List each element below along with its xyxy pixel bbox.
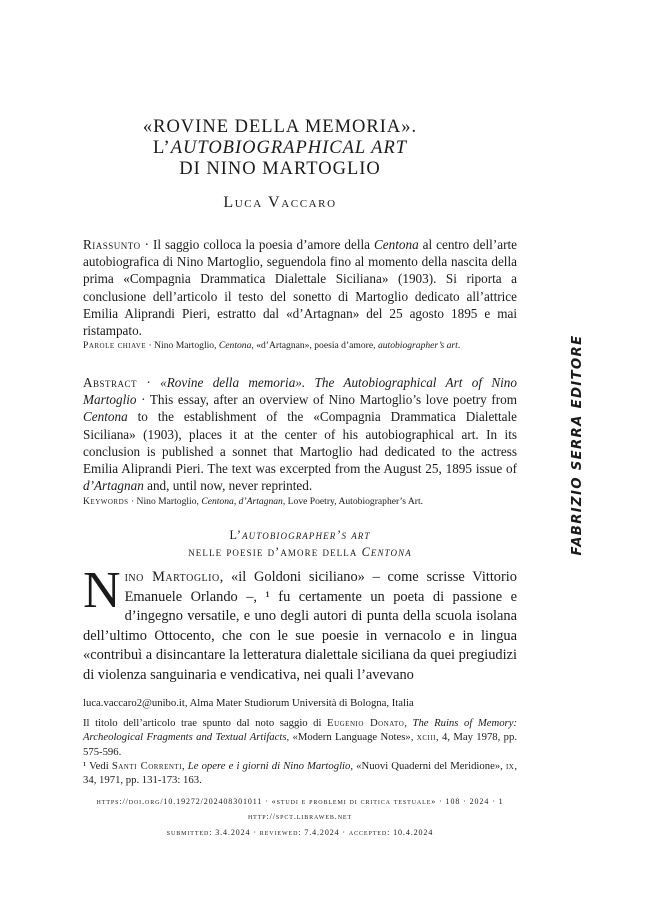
parole-chiave-label: Parole chiave: [83, 340, 147, 351]
author-name: Luca Vaccaro: [223, 194, 337, 211]
keywords-label: Keywords: [83, 496, 129, 507]
footer-url: http://spct.libraweb.net: [247, 812, 353, 821]
title-line-3: DI NINO MARTOGLIO: [179, 159, 381, 179]
riassunto-label: Riassunto: [83, 237, 141, 252]
drop-cap: N: [83, 562, 121, 619]
footnote-1: ¹ Vedi Santi Correnti, Le opere e i giorni di Nino Martoglio, «Nuovi Quaderni del Meridione», ix, 34, 1971, pp. 131-173: 163.: [83, 760, 517, 787]
footer-dates: submitted: 3.4.2024 · reviewed: 7.4.2024 · accepted: 10.4.2024: [166, 828, 434, 837]
footer-doi: https://doi.org/10.19272/202408301011 · «studi e problemi di critica testuale» · 108 · 2024 · 1: [96, 797, 504, 806]
title-footnote: Il titolo dell’articolo trae spunto dal noto saggio di Eugenio Donato, The Ruins of Memory: Archeological Fragments and Textual Artifacts, «Modern Language Notes», xciii, 4, May 1978, pp. 575-596.: [83, 717, 518, 758]
section-heading-line-2: nelle poesie d’amore della Centona: [188, 545, 412, 559]
title-line-2: L’AUTOBIOGRAPHICAL ART: [152, 138, 408, 158]
section-heading-line-1: L’autobiographer’s art: [229, 528, 371, 542]
title-line-1: «ROVINE DELLA MEMORIA».: [142, 117, 418, 137]
abstract-label: Abstract: [83, 375, 138, 390]
parole-chiave: Parole chiave · Nino Martoglio, Centona, «d’Artagnan», poesia d’amore, autobiographer’s art.: [83, 340, 461, 351]
article-title: [0, 117, 560, 180]
abstract-paragraph: Abstract · «Rovine della memoria». The Autobiographical Art of Nino Martoglio · This essay, after an overview of Nino Martoglio’s love poetry from Centona to the establishment of the «Compagnia Drammatica Dialettale Siciliana» (1903), places it at the center of his autobiographical art. In its conclusion is published a sonnet that Martoglio had dedicated to the actress Emilia Aliprandi Pieri. The text was excerpted from the August 25, 1895 issue of d’Artagnan and, until now, never reprinted.: [83, 375, 517, 494]
keywords: Keywords · Nino Martoglio, Centona, d’Artagnan, Love Poetry, Autobiographer’s Art.: [83, 496, 424, 507]
section-heading: [83, 528, 517, 560]
copyright-sidebar: FABRIZIO SERRA EDITORE: [570, 334, 585, 556]
body-paragraph: Nino Martoglio, «il Goldoni siciliano» – come scrisse Vittorio Emanuele Orlando –, ¹ fu certamente un poeta di passione e d’ingegno versatile, e uno degli autori di punta della scuola isolana dell’ultimo Ottocento, che con le sue poesie in vernacolo e in lingua «contribuì a disincantare la letteratura dialettale siciliana da quei pregiudizi di violenza sanguinaria e vendicativa, nei quali l’avevano: [83, 562, 517, 683]
riassunto-paragraph: Riassunto · Il saggio colloca la poesia d’amore della Centona al centro dell’arte autobiografica di Nino Martoglio, seguendola fino al momento della nascita della prima «Compagnia Drammatica Dialettale Siciliana» (1903). Si riporta a conclusione dell’articolo il testo del sonetto di Martoglio dedicato all’attrice Emilia Aliprandi Pieri, estratto dal «d’Artagnan» del 25 agosto 1895 e mai ristampato.: [83, 237, 517, 339]
author-affiliation: luca.vaccaro2@unibo.it, Alma Mater Studiorum Università di Bologna, Italia: [83, 697, 414, 709]
